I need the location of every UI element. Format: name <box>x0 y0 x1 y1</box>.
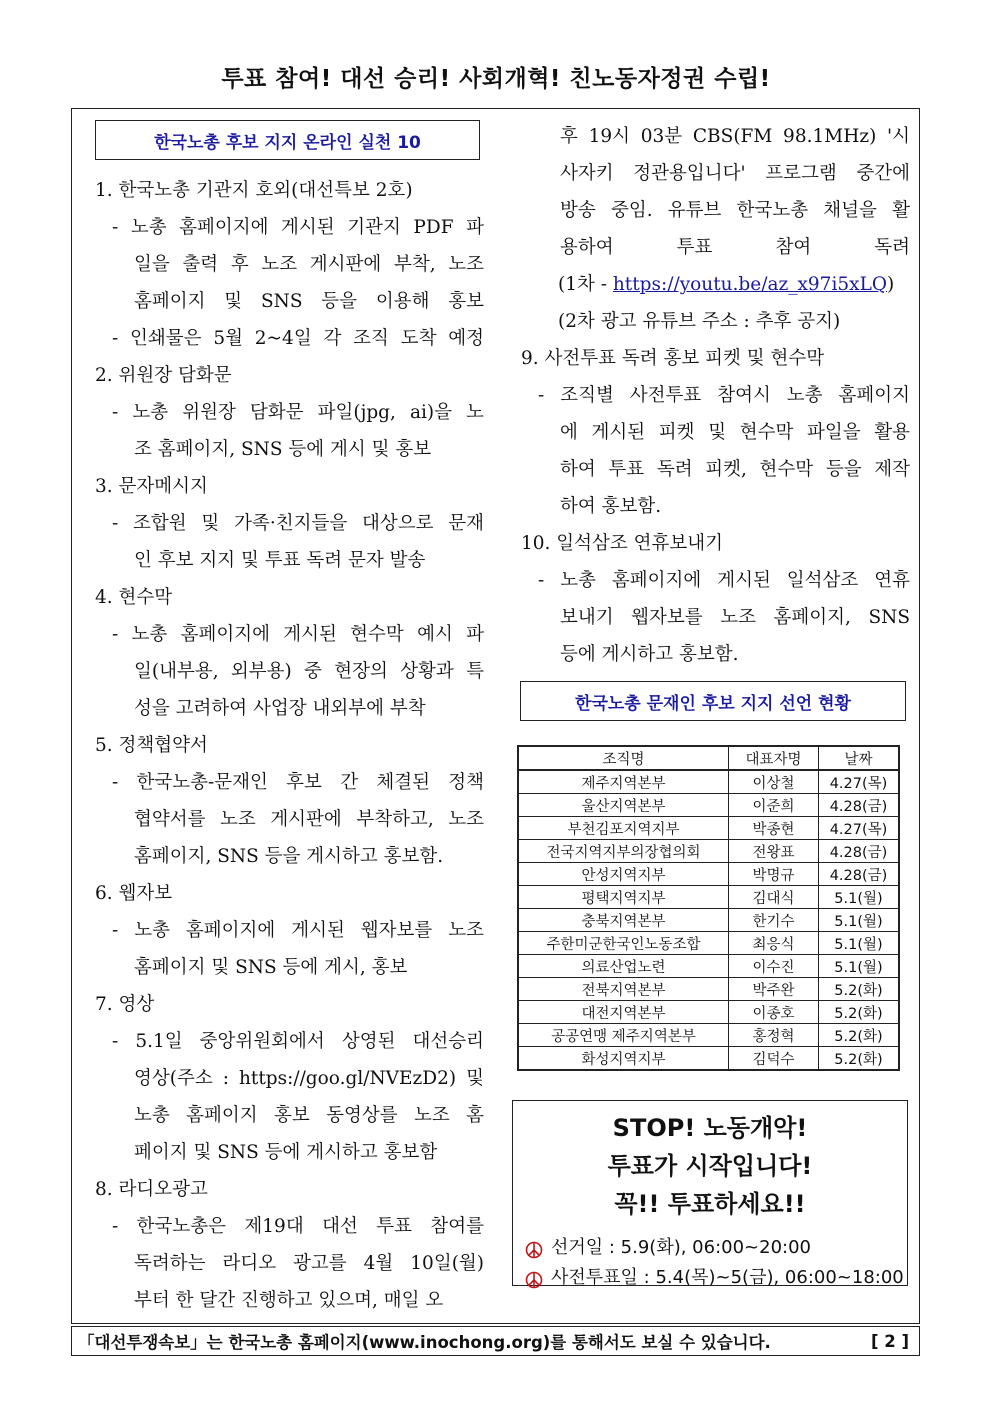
left-column <box>92 120 484 1319</box>
list-item-continuation: 협약서를 노조 게시판에 부착하고, 노조 <box>134 809 484 830</box>
list-item: - 인쇄물은 5월 2~4일 각 조직 도착 예정 <box>112 328 484 349</box>
cell-rep: 한기수 <box>729 909 819 932</box>
notice-line-2: 투표가 시작입니다! <box>607 1152 813 1180</box>
list-item: - 노총 홈페이지에 게시된 일석삼조 연휴 <box>538 570 910 591</box>
page-footer <box>71 1326 920 1356</box>
cell-org: 부천김포지역지부 <box>518 817 729 840</box>
early-voting-text: 사전투표일 : 5.4(목)~5(금), 06:00~18:00 <box>551 1267 904 1288</box>
cell-rep: 최응식 <box>729 932 819 955</box>
list-item-continuation: 인 후보 지지 및 투표 독려 문자 발송 <box>134 550 426 571</box>
cell-date: 5.2(화) <box>819 1024 900 1047</box>
cell-date: 5.2(화) <box>819 978 900 1001</box>
election-day-text: 선거일 : 5.9(화), 06:00~20:00 <box>551 1237 812 1258</box>
list-item-continuation: 홈페이지 및 SNS 등을 이용해 홍보 <box>134 291 484 312</box>
table-row <box>518 955 899 978</box>
list-item-continuation: 에 게시된 피켓 및 현수막 파일을 활용 <box>560 422 910 443</box>
cell-rep: 박주완 <box>729 978 819 1001</box>
list-item: - 한국노총은 제19대 대선 투표 참여를 <box>112 1216 484 1237</box>
section-heading: 7. 영상 <box>95 994 155 1015</box>
list-item-continuation: 방송 중임. 유튜브 한국노총 채널을 활 <box>560 200 910 221</box>
cell-rep: 김대식 <box>729 886 819 909</box>
page-headline: 투표 참여! 대선 승리! 사회개혁! 친노동자정권 수립! <box>221 66 771 92</box>
table-header-row <box>518 746 899 770</box>
cell-date: 4.27(목) <box>819 770 900 794</box>
list-item-continuation: 일을 출력 후 노조 게시판에 부착, 노조 <box>134 254 484 275</box>
vote-notice-box <box>512 1100 908 1286</box>
cell-org: 충북지역본부 <box>518 909 729 932</box>
table-row <box>518 840 899 863</box>
section-heading: 6. 웹자보 <box>95 883 173 904</box>
list-item: - 조직별 사전투표 참여시 노총 홈페이지 <box>538 385 910 406</box>
table-row <box>518 1001 899 1024</box>
cell-org: 공공연맹 제주지역본부 <box>518 1024 729 1047</box>
peace-sign-icon <box>525 1239 543 1257</box>
table-row <box>518 886 899 909</box>
section-heading: 5. 정책협약서 <box>95 735 208 756</box>
cell-rep: 이수진 <box>729 955 819 978</box>
cell-rep: 전왕표 <box>729 840 819 863</box>
online-actions-list <box>92 172 484 1319</box>
cell-org: 안성지역지부 <box>518 863 729 886</box>
list-item-continuation: 조 홈페이지, SNS 등에 게시 및 홍보 <box>134 439 432 460</box>
election-day-line <box>513 1233 907 1263</box>
cell-org: 화성지역지부 <box>518 1047 729 1071</box>
cell-date: 4.28(금) <box>819 840 900 863</box>
cell-org: 의료산업노련 <box>518 955 729 978</box>
table-row <box>518 794 899 817</box>
section-heading: 4. 현수막 <box>95 587 173 608</box>
cell-rep: 이상철 <box>729 770 819 794</box>
notice-line-3: 꼭!! 투표하세요!! <box>614 1190 806 1218</box>
column-header-org: 조직명 <box>518 746 729 770</box>
section-heading: 10. 일석삼조 연휴보내기 <box>521 533 724 554</box>
youtube-link-line <box>518 266 910 303</box>
cell-date: 5.1(월) <box>819 886 900 909</box>
list-item: - 노총 홈페이지에 게시된 기관지 PDF 파 <box>112 217 484 238</box>
list-item-continuation: 노총 홈페이지 홍보 동영상를 노조 홈 <box>134 1105 484 1126</box>
endorsement-title: 한국노총 문재인 후보 지지 선언 현황 <box>520 681 906 721</box>
list-item: - 5.1일 중앙위원회에서 상영된 대선승리 <box>112 1031 484 1052</box>
cell-org: 대전지역본부 <box>518 1001 729 1024</box>
cell-date: 4.28(금) <box>819 863 900 886</box>
right-actions-list <box>518 118 910 673</box>
list-item: - 한국노총-문재인 후보 간 체결된 정책 <box>112 772 484 793</box>
cell-rep: 이종호 <box>729 1001 819 1024</box>
cell-org: 전북지역본부 <box>518 978 729 1001</box>
table-row <box>518 817 899 840</box>
list-item-continuation: 영상(주소 : https://goo.gl/NVEzD2) 및 <box>134 1068 484 1089</box>
list-item-continuation: 부터 한 달간 진행하고 있으며, 매일 오 <box>134 1290 444 1311</box>
note-line: (2차 광고 유튜브 주소 : 추후 공지) <box>558 311 841 332</box>
list-item-continuation: 보내기 웹자보를 노조 홈페이지, SNS <box>560 607 910 628</box>
section-heading: 1. 한국노총 기관지 호외(대선특보 2호) <box>95 180 413 201</box>
link-suffix: ) <box>887 274 895 295</box>
cell-date: 5.1(월) <box>819 955 900 978</box>
cell-org: 주한미군한국인노동조합 <box>518 932 729 955</box>
early-voting-line <box>513 1263 907 1293</box>
cell-org: 울산지역본부 <box>518 794 729 817</box>
table-row <box>518 770 899 794</box>
cell-org: 제주지역본부 <box>518 770 729 794</box>
table-row <box>518 932 899 955</box>
youtube-link[interactable]: https://youtu.be/az_x97i5xLQ <box>612 274 888 295</box>
table-row <box>518 909 899 932</box>
list-item-continuation: 사자키 정관용입니다' 프로그램 중간에 <box>560 163 910 184</box>
list-item-continuation: 홈페이지, SNS 등을 게시하고 홍보함. <box>134 846 444 867</box>
list-item: - 노총 위원장 담화문 파일(jpg, ai)을 노 <box>112 402 484 423</box>
cell-org: 평택지역지부 <box>518 886 729 909</box>
section-heading: 8. 라디오광고 <box>95 1179 208 1200</box>
table-row <box>518 1047 899 1071</box>
table-row <box>518 863 899 886</box>
table-row <box>518 978 899 1001</box>
endorsement-table <box>517 745 900 1071</box>
list-item-continuation: 하여 홍보함. <box>560 496 662 517</box>
section-heading: 2. 위원장 담화문 <box>95 365 232 386</box>
cell-date: 4.28(금) <box>819 794 900 817</box>
right-column <box>518 118 910 1288</box>
list-item-continuation: 일(내부용, 외부용) 중 현장의 상황과 특 <box>134 661 484 682</box>
cell-org: 전국지역지부의장협의회 <box>518 840 729 863</box>
cell-date: 4.27(목) <box>819 817 900 840</box>
section-heading: 3. 문자메시지 <box>95 476 208 497</box>
list-item: - 조합원 및 가족·친지들을 대상으로 문재 <box>112 513 484 534</box>
section-heading: 9. 사전투표 독려 홍보 피켓 및 현수막 <box>521 348 825 369</box>
cell-rep: 이준희 <box>729 794 819 817</box>
list-item-continuation: 하여 투표 독려 피켓, 현수막 등을 제작 <box>560 459 910 480</box>
link-prefix: (1차 - <box>558 274 613 295</box>
column-header-rep: 대표자명 <box>729 746 819 770</box>
cell-rep: 김덕수 <box>729 1047 819 1071</box>
column-header-date: 날짜 <box>819 746 900 770</box>
cell-rep: 박명규 <box>729 863 819 886</box>
list-item-continuation: 용하여 투표 참여 독려 <box>560 237 910 258</box>
cell-date: 5.2(화) <box>819 1001 900 1024</box>
page-number: [ 2 ] <box>870 1331 909 1351</box>
list-item-continuation: 후 19시 03분 CBS(FM 98.1MHz) '시 <box>560 126 910 147</box>
list-item-continuation: 홈페이지 및 SNS 등에 게시, 홍보 <box>134 957 408 978</box>
cell-date: 5.1(월) <box>819 932 900 955</box>
footer-text: 「대선투쟁속보」는 한국노총 홈페이지(www.inochong.org)를 통해서도 보실 수 있습니다. <box>78 1333 771 1352</box>
table-row <box>518 1024 899 1047</box>
cell-rep: 박종현 <box>729 817 819 840</box>
list-item-continuation: 독려하는 라디오 광고를 4월 10일(월) <box>134 1253 484 1274</box>
list-item: - 노총 홈페이지에 게시된 현수막 예시 파 <box>112 624 484 645</box>
online-actions-title: 한국노총 후보 지지 온라인 실천 10 <box>95 120 480 160</box>
notice-line-1: STOP! 노동개악! <box>612 1114 808 1142</box>
list-item: - 노총 홈페이지에 게시된 웹자보를 노조 <box>112 920 484 941</box>
list-item-continuation: 성을 고려하여 사업장 내외부에 부착 <box>134 698 426 719</box>
list-item-continuation: 등에 게시하고 홍보함. <box>560 644 739 665</box>
cell-rep: 홍정혁 <box>729 1024 819 1047</box>
cell-date: 5.1(월) <box>819 909 900 932</box>
list-item-continuation: 페이지 및 SNS 등에 게시하고 홍보함 <box>134 1142 438 1163</box>
peace-sign-icon <box>525 1269 543 1287</box>
cell-date: 5.2(화) <box>819 1047 900 1071</box>
